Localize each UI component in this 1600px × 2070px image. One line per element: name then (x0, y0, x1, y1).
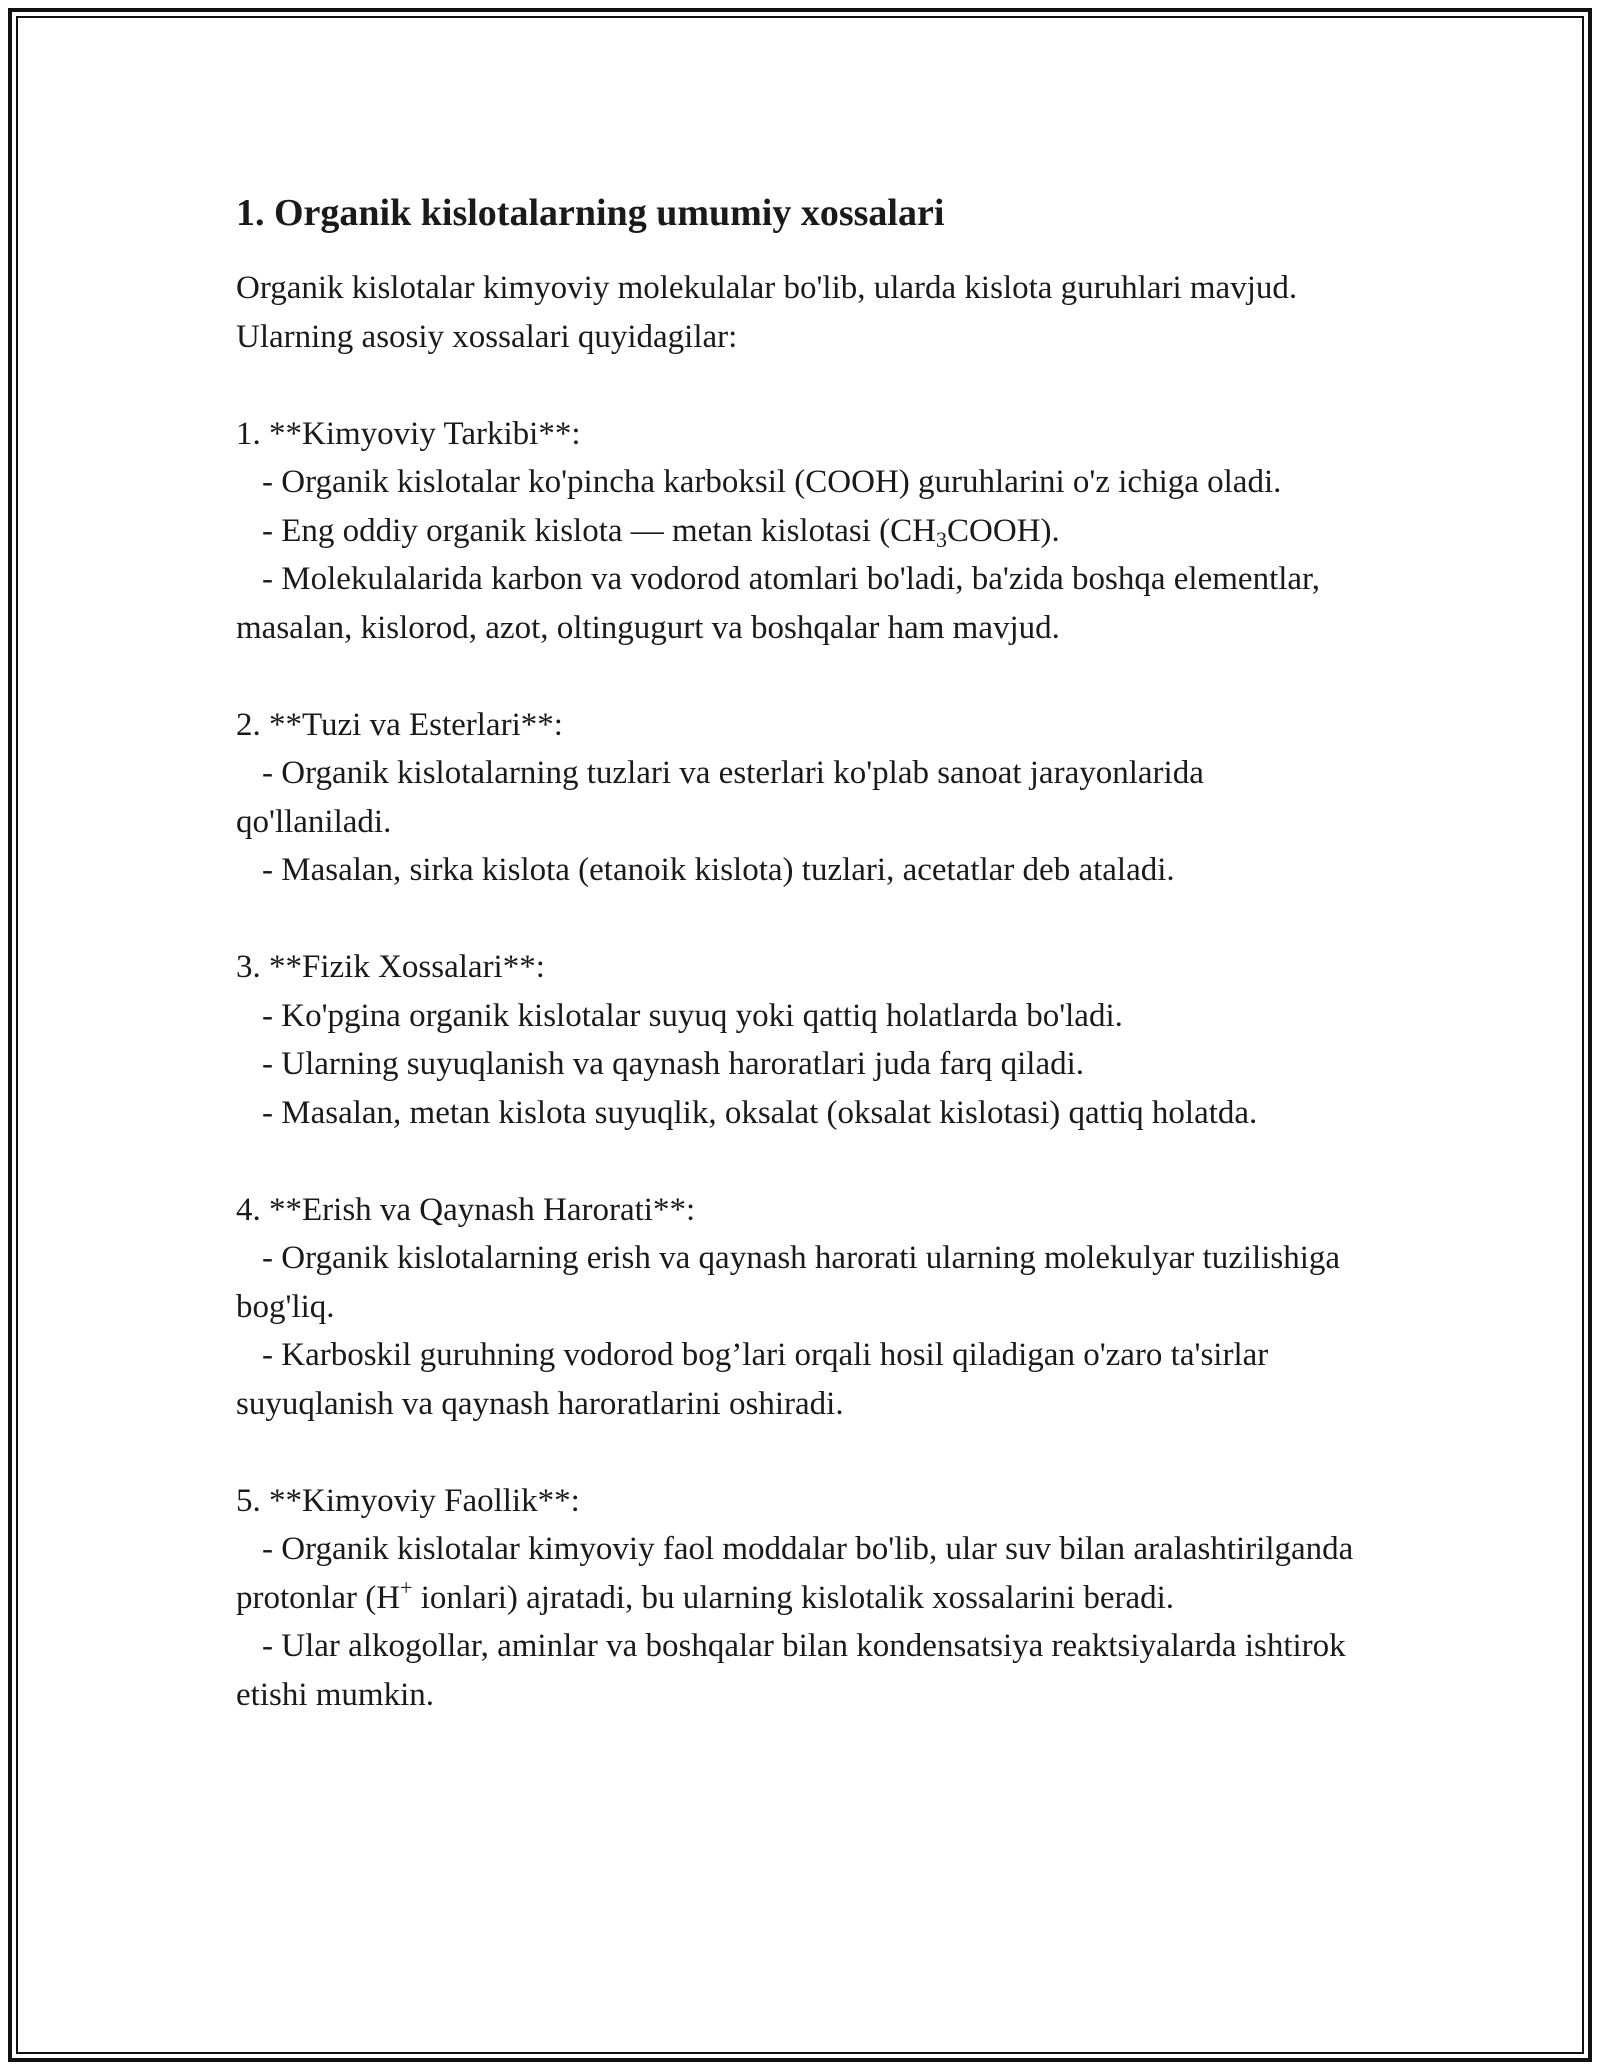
item-text: COOH). (947, 512, 1060, 549)
document-title: 1. Organik kislotalarning umumiy xossalari (236, 192, 945, 234)
list-item: - Masalan, metan kislota suyuqlik, oksalat (oksalat kislotasi) qattiq holatda. (262, 1094, 1258, 1131)
list-item: - Organik kislotalarning erish va qaynash harorati ularning molekulyar tuzilishiga bog'liq. (236, 1240, 1341, 1325)
section-heading: 3. **Fizik Xossalari**: (236, 949, 545, 985)
section-heading: 2. **Tuzi va Esterlari**: (236, 706, 563, 743)
list-item: - Organik kislotalarning tuzlari va esterlari ko'plab sanoat jarayonlarida qo'llaniladi. (236, 755, 1204, 840)
list-item: - Organik kislotalar ko'pincha karboksil (COOH) guruhlarini o'z ichiga oladi. (262, 464, 1282, 500)
list-item: - Karboskil guruhning vodorod bog’lari orqali hosil qiladigan o'zaro ta'sirlar suyuqlanish va qaynash haroratlarini oshiradi. (236, 1337, 1269, 1422)
list-item: - Ko'pgina organik kislotalar suyuq yoki qattiq holatlarda bo'ladi. (262, 997, 1123, 1034)
section-heading: 4. **Erish va Qaynash Harorati**: (236, 1191, 696, 1228)
item-text: - Eng oddiy organik kislota — metan kislotasi (CH (262, 512, 936, 549)
section-heading: 5. **Kimyoviy Faollik**: (236, 1482, 580, 1519)
section-heading: 1. **Kimyoviy Tarkibi**: (236, 415, 581, 452)
item-text: - Organik kislotalar kimyoviy faol moddalar bo'lib, ular suv bilan aralashtirilganda protonlar (H (236, 1531, 1354, 1616)
item-text: ionlari) ajratadi, bu ularning kislotalik xossalarini beradi. (412, 1579, 1175, 1616)
document-body (236, 186, 1366, 1719)
list-item: - Ularning suyuqlanish va qaynash haroratlari juda farq qiladi. (262, 1046, 1085, 1082)
list-item (236, 1525, 1366, 1622)
list-item (236, 507, 1366, 556)
intro-paragraph: Organik kislotalar kimyoviy molekulalar bo'lib, ularda kislota guruhlari mavjud. Ularning asosiy xossalari quyidagilar: (236, 270, 1298, 355)
list-item: - Masalan, sirka kislota (etanoik kislota) tuzlari, acetatlar deb ataladi. (262, 852, 1175, 888)
subscript: 3 (936, 526, 947, 552)
superscript: + (400, 1574, 413, 1600)
list-item: - Ular alkogollar, aminlar va boshqalar bilan kondensatsiya reaktsiyalarda ishtirok etishi mumkin. (236, 1628, 1346, 1713)
list-item: - Molekulalarida karbon va vodorod atomlari bo'ladi, ba'zida boshqa elementlar, masalan, kislorod, azot, oltingugurt va boshqalar ham mavjud. (236, 561, 1320, 646)
